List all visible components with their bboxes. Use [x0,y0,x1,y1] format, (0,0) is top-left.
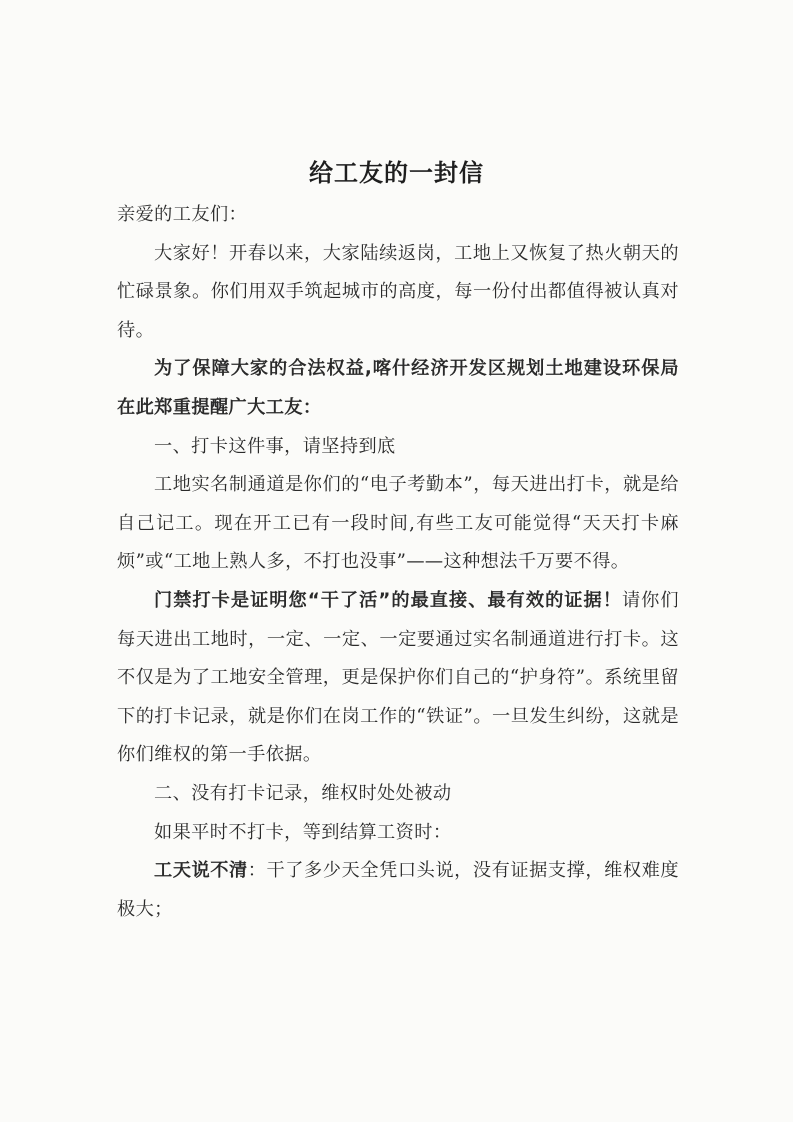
workdays-detail: ：干了多少天全凭口头说，没有证据支撑，维权难度极大； [117,860,679,920]
salutation: 亲爱的工友们： [117,204,248,225]
paragraph-settlement: 如果平时不打卡，等到结算工资时： [154,821,452,843]
paragraph-workdays [117,852,679,929]
evidence-emphasis: 门禁打卡是证明您“干了活”的最直接、最有效的证据！ [154,589,622,611]
letter-body [117,196,679,929]
section-heading-1: 一、打卡这件事，请坚持到底 [154,435,396,457]
paragraph-attendance: 工地实名制通道是你们的“电子考勤本”，每天进出打卡，就是给自己记工。现在开工已有一段时间,有些工友可能觉得“天天打卡麻烦”或“工地上熟人多，不打也没事”——这种想法千万要不得。 [117,474,679,573]
letter-title: 给工友的一封信 [309,159,484,187]
evidence-detail: 请你们每天进出工地时，一定、一定、一定要通过实名制通道进行打卡。这不仅是为了工地安全管理，更是保护你们自己的“护身符”。系统里留下的打卡记录，就是你们在岗工作的“铁证”。一旦发生纠纷，这就是你们维权的第一手依据。 [117,589,679,766]
workdays-emphasis: 工天说不清 [154,860,248,882]
paragraph-greeting: 大家好！开春以来，大家陆续返岗，工地上又恢复了热火朝天的忙碌景象。你们用双手筑起城市的高度，每一份付出都值得被认真对待。 [117,242,679,341]
paragraph-reminder: 为了保障大家的合法权益,喀什经济开发区规划土地建设环保局在此郑重提醒广大工友： [117,358,679,418]
paragraph-evidence [117,582,679,775]
section-heading-2: 二、没有打卡记录，维权时处处被动 [154,782,452,804]
